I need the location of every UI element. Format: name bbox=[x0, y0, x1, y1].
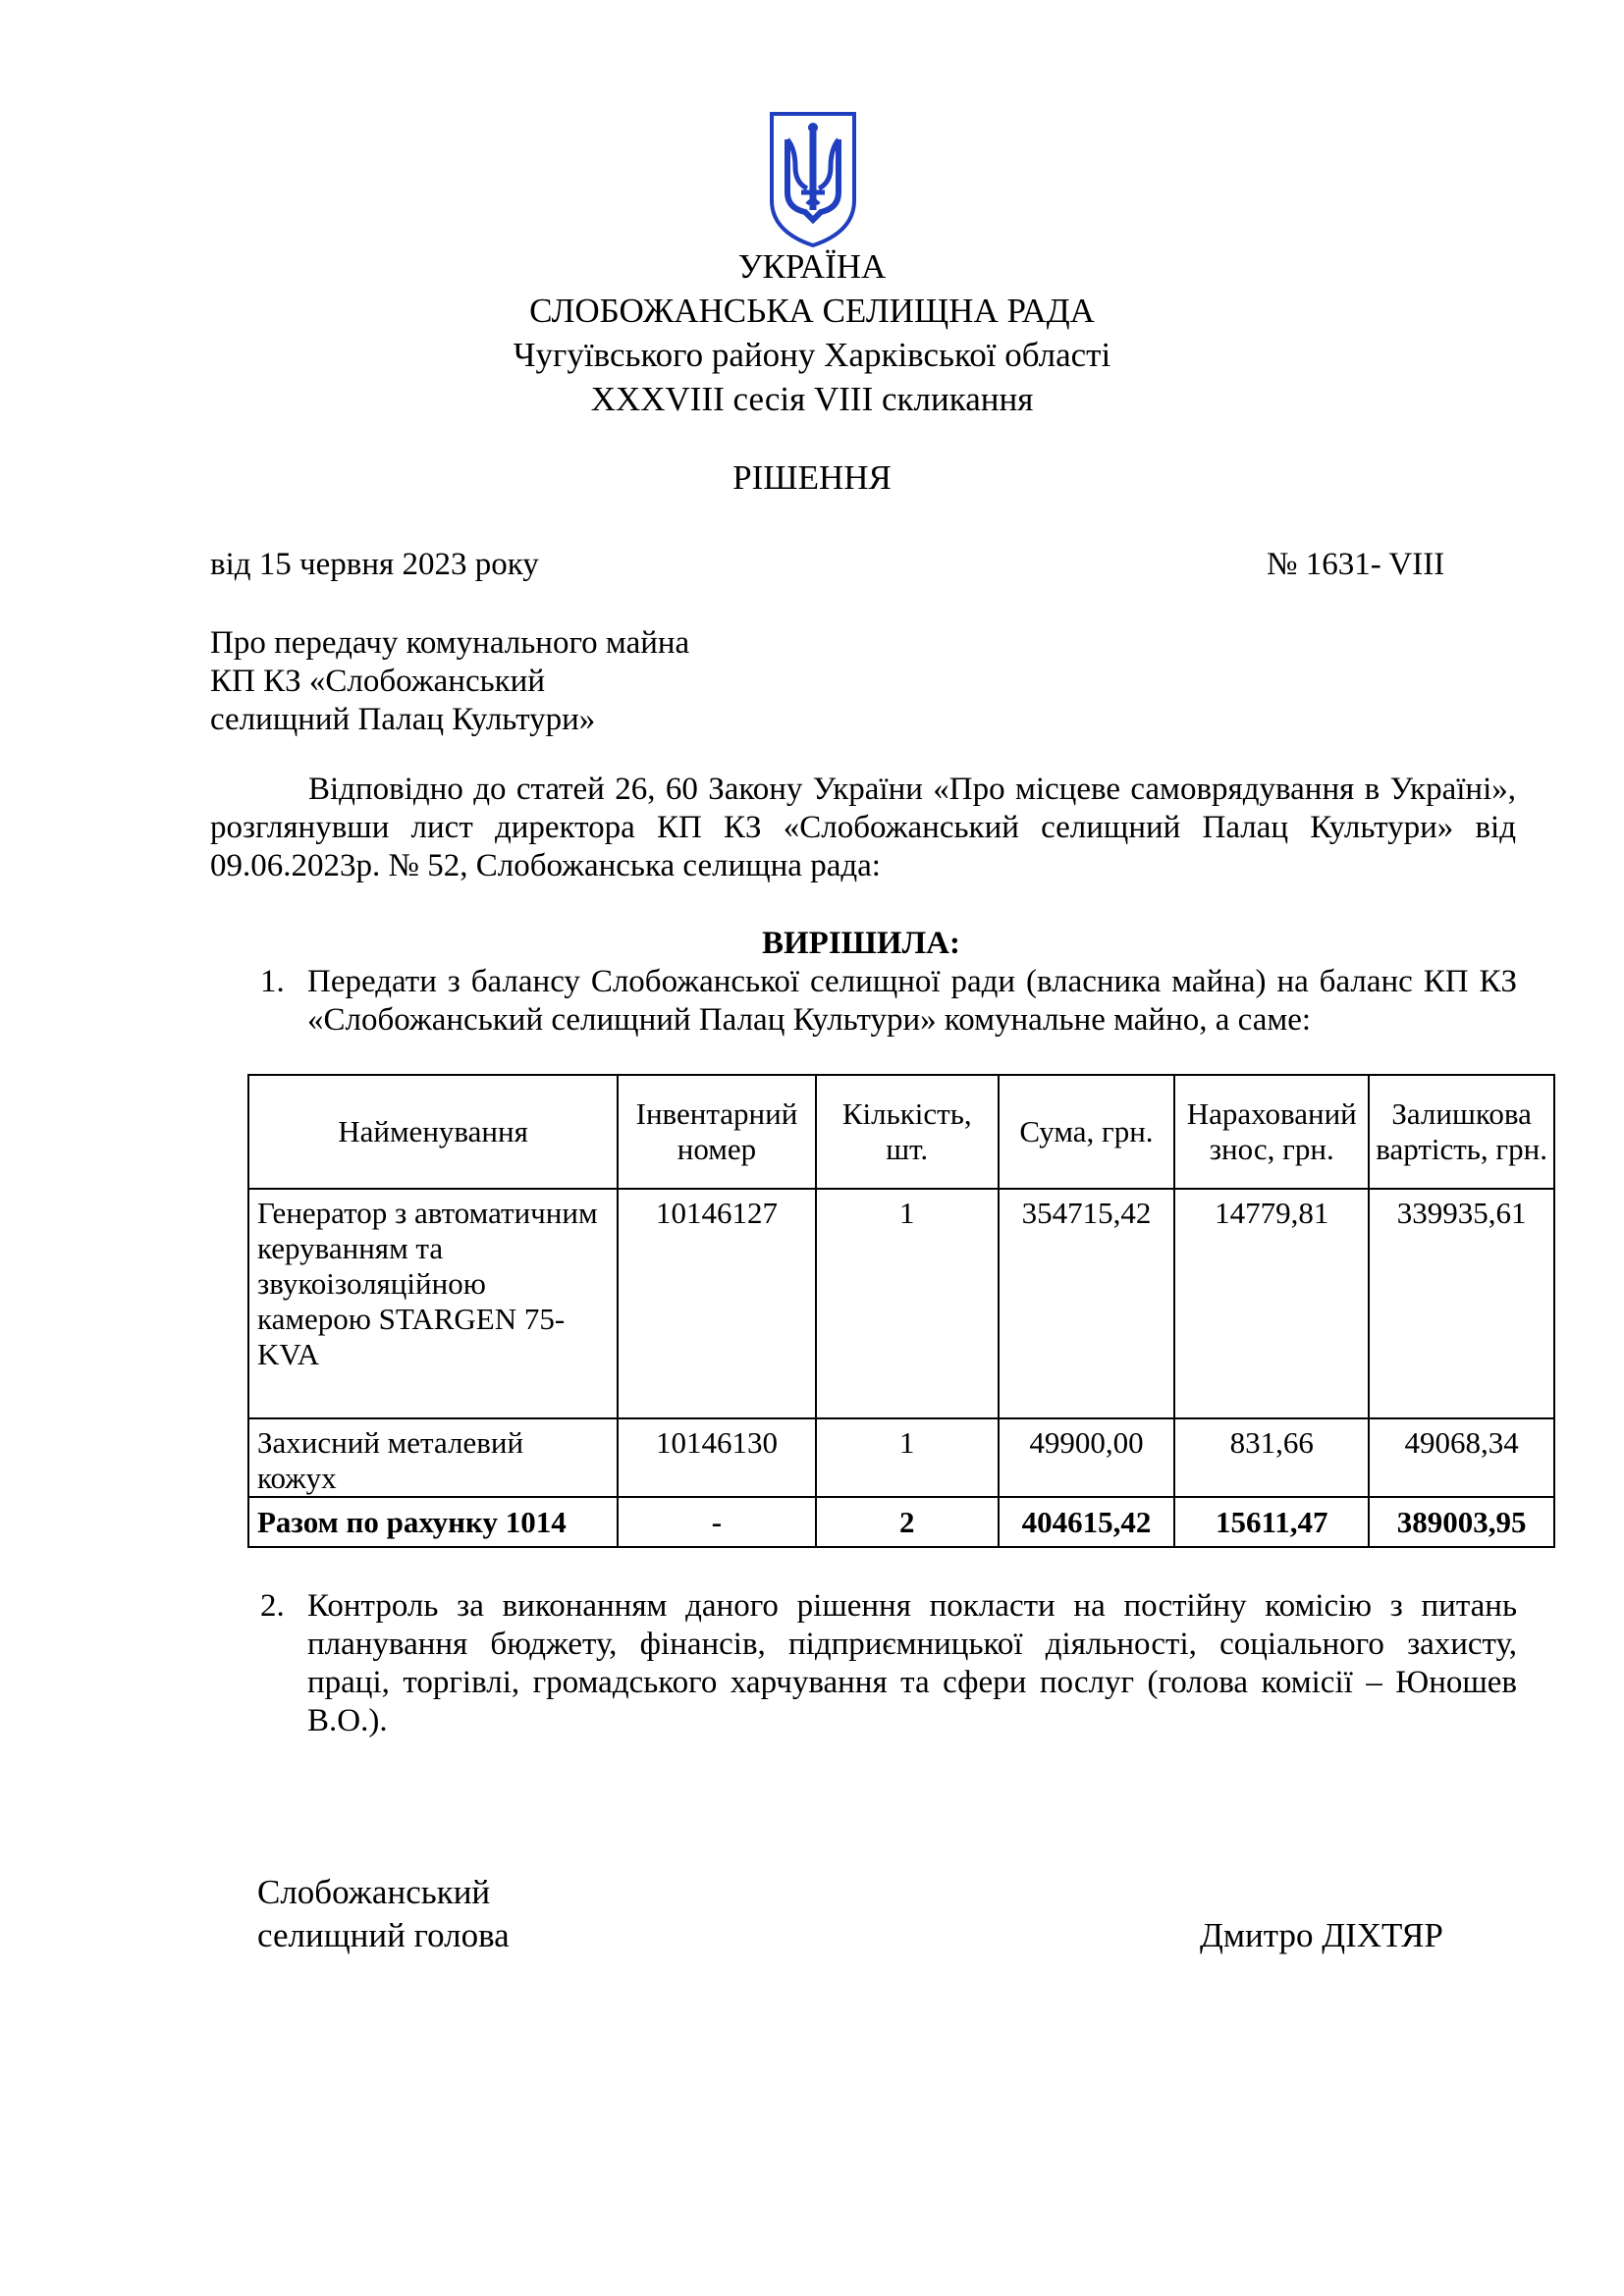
total-depreciation: 15611,47 bbox=[1174, 1497, 1369, 1547]
district-name: Чугуївського району Харківської області bbox=[513, 336, 1111, 374]
decision-item-1 bbox=[260, 963, 1517, 1041]
header-cell-residual: Залишкова вартість, грн. bbox=[1369, 1075, 1554, 1189]
total-quantity: 2 bbox=[816, 1497, 999, 1547]
cell-depreciation: 831,66 bbox=[1174, 1418, 1369, 1497]
signature-title-line-2: селищний голова bbox=[257, 1916, 510, 1954]
signature-title-line-1: Слобожанський bbox=[257, 1873, 491, 1911]
decision-item-2 bbox=[260, 1587, 1517, 1744]
resolved-heading: ВИРІШИЛА: bbox=[762, 926, 960, 961]
cell-sum: 49900,00 bbox=[999, 1418, 1175, 1497]
table-header-row bbox=[248, 1075, 1554, 1189]
country-name: УКРАЇНА bbox=[737, 247, 887, 286]
item-number: 2. bbox=[260, 1588, 285, 1624]
cell-residual: 339935,61 bbox=[1369, 1189, 1554, 1418]
total-label: Разом по рахунку 1014 bbox=[248, 1497, 618, 1547]
table-total-row bbox=[248, 1497, 1554, 1547]
preamble-paragraph: Відповідно до статей 26, 60 Закону України «Про місцеве самоврядування в Україні», розглянувши лист директора КП КЗ «Слобожанський селищний Палац Культури» від 09.06.2023р. № 52, Слобожанська селищна рада: bbox=[210, 772, 1516, 883]
decision-date: від 15 червня 2023 року bbox=[210, 547, 539, 582]
table-row bbox=[248, 1418, 1554, 1497]
cell-quantity: 1 bbox=[816, 1418, 999, 1497]
subject-line-3: селищний Палац Культури» bbox=[210, 702, 596, 737]
property-table bbox=[247, 1074, 1555, 1548]
decision-number: № 1631- VIII bbox=[1267, 547, 1445, 582]
cell-name: Генератор з автоматичним керуванням та звукоізоляційною камерою STARGEN 75-KVA bbox=[248, 1189, 618, 1418]
total-sum: 404615,42 bbox=[999, 1497, 1175, 1547]
cell-name: Захисний металевий кожух bbox=[248, 1418, 618, 1497]
cell-inventory: 10146130 bbox=[618, 1418, 816, 1497]
cell-depreciation: 14779,81 bbox=[1174, 1189, 1369, 1418]
document-type: РІШЕННЯ bbox=[732, 458, 892, 497]
item-text: Передати з балансу Слобожанської селищної ради (власника майна) на баланс КП КЗ «Слобожанський селищний Палац Культури» комунальне майно, а саме: bbox=[307, 964, 1517, 1038]
subject-line-2: КП КЗ «Слобожанський bbox=[210, 664, 545, 699]
total-residual: 389003,95 bbox=[1369, 1497, 1554, 1547]
subject-line-1: Про передачу комунального майна bbox=[210, 625, 690, 661]
coat-of-arms-icon bbox=[766, 110, 860, 249]
item-text: Контроль за виконанням даного рішення покласти на постійну комісію з питань планування бюджету, фінансів, підприємницької діяльності, соціального захисту, праці, торгівлі, громадського харчування та сфери послуг (голова комісії – Юношев В.О.). bbox=[307, 1588, 1517, 1738]
header-cell-sum: Сума, грн. bbox=[999, 1075, 1175, 1189]
session-name: XXXVIII сесія VIII скликання bbox=[590, 380, 1034, 418]
header-cell-quantity: Кількість, шт. bbox=[816, 1075, 999, 1189]
header-cell-name: Найменування bbox=[248, 1075, 618, 1189]
signatory-name: Дмитро ДІХТЯР bbox=[1200, 1916, 1443, 1954]
table-row bbox=[248, 1189, 1554, 1418]
total-inventory: - bbox=[618, 1497, 816, 1547]
cell-inventory: 10146127 bbox=[618, 1189, 816, 1418]
header-cell-inventory: Інвентарний номер bbox=[618, 1075, 816, 1189]
cell-quantity: 1 bbox=[816, 1189, 999, 1418]
cell-sum: 354715,42 bbox=[999, 1189, 1175, 1418]
council-name: СЛОБОЖАНСЬКА СЕЛИЩНА РАДА bbox=[529, 292, 1095, 330]
cell-residual: 49068,34 bbox=[1369, 1418, 1554, 1497]
header-cell-depreciation: Нарахований знос, грн. bbox=[1174, 1075, 1369, 1189]
item-number: 1. bbox=[260, 964, 285, 999]
